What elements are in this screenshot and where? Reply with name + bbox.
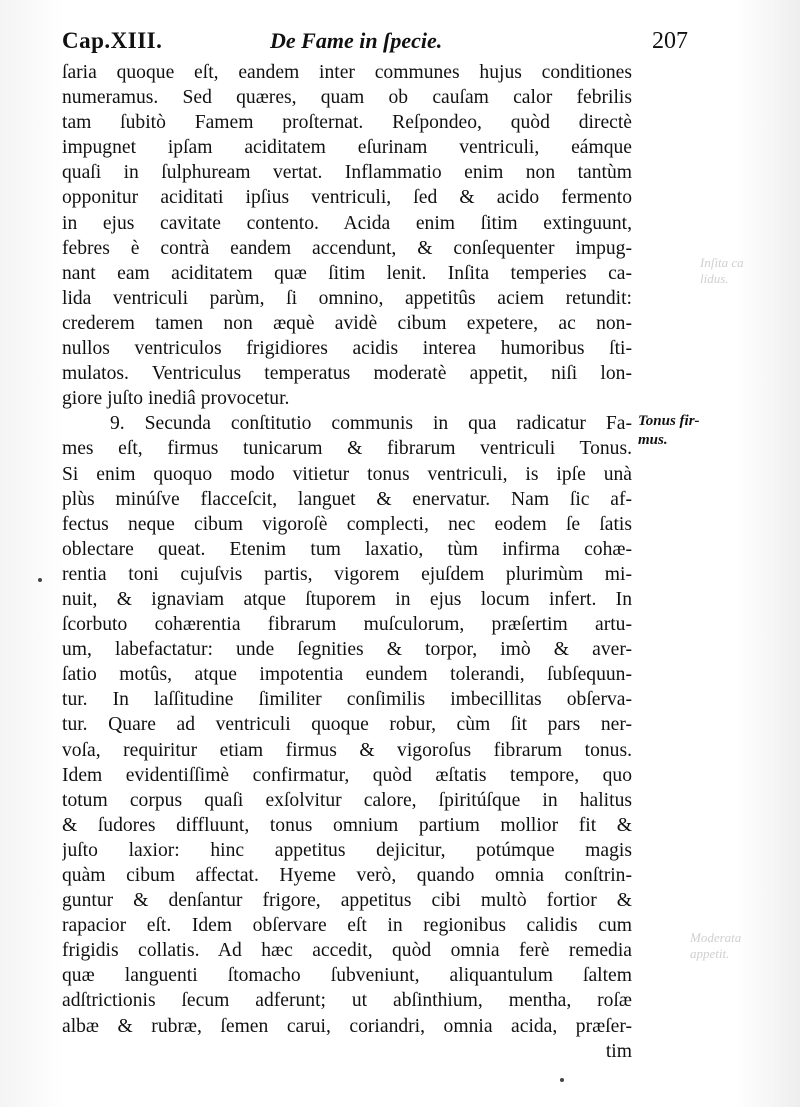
text-line: tur. Quare ad ventriculi quoque robur, cùm ſit pars ner- xyxy=(62,714,632,736)
text-line: tur. In laſſitudine ſimiliter conſimilis imbecillitas obſerva- xyxy=(62,689,632,711)
text-line: fectus neque cibum vigoroſè complecti, nec eodem ſe ſatis xyxy=(62,513,632,535)
text-line: giore juſto inediâ provocetur. xyxy=(62,388,290,410)
text-line: quàm cibum affectat. Hyeme verò, quando omnia conſtrin- xyxy=(62,865,632,886)
margin-note-line: Tonus fir- xyxy=(638,413,700,429)
chapter-heading: Cap.XIII. xyxy=(62,28,163,53)
text-line: frigidis collatis. Ad hæc accedit, quòd omnia ferè remedia xyxy=(62,940,632,962)
bleed-through-note: Inſita ca lidus. xyxy=(700,255,744,286)
running-title: De Fame in ſpecie. xyxy=(270,28,443,53)
text-line: Si enim quoquo modo vitietur tonus ventriculi, is ipſe unà xyxy=(62,463,632,485)
margin-note xyxy=(638,412,758,450)
catchword: tim xyxy=(605,1040,632,1062)
text-line: & ſudores diffluunt, tonus omnium partium mollior fit & xyxy=(62,814,632,836)
text-line: rentia toni cujuſvis partis, vigorem ejuſdem plurimùm mi- xyxy=(62,563,632,585)
text-line: crederem tamen non æquè avidè cibum expetere, ac non- xyxy=(62,312,632,334)
text-line: ſaria quoque eſt, eandem inter communes hujus conditiones xyxy=(62,62,632,83)
text-line: Idem evidentiſſimè confirmatur, quòd æſtatis tempore, quo xyxy=(62,764,632,786)
text-line: mes eſt, firmus tunicarum & fibrarum ventriculi Tonus. xyxy=(62,438,632,460)
text-line: guntur & denſantur frigore, appetitus cibi multò fortior & xyxy=(62,890,632,912)
body-text xyxy=(62,60,632,1064)
text-line: lida ventriculi parùm, ſi omnino, appetitûs aciem retundit: xyxy=(62,287,632,309)
text-line: ſatio motûs, atque impotentia eundem tolerandi, ſubſequun- xyxy=(62,664,632,686)
page-number: 207 xyxy=(652,28,688,54)
paragraph-start-line: 9. Secunda conſtitutio communis in qua radicatur Fa- xyxy=(110,413,632,435)
text-line: totum corpus quaſi exſolvitur calore, ſpiritúſque in halitus xyxy=(62,789,632,811)
text-line: adſtrictionis ſecum adferunt; ut abſinthium, mentha, roſæ xyxy=(62,990,632,1012)
text-line: oblectare queat. Etenim tum laxatio, tùm infirma cohæ- xyxy=(62,538,632,560)
text-line: rapacior eſt. Idem obſervare eſt in regionibus calidis cum xyxy=(62,915,632,937)
text-line: mulatos. Ventriculus temperatus moderatè appetit, niſi lon- xyxy=(62,363,632,385)
text-line: opponitur aciditati ipſius ventriculi, ſed & acido fermento xyxy=(62,187,632,209)
text-line: in ejus cavitate contento. Acida enim ſitim extinguunt, xyxy=(62,212,632,234)
text-line: voſa, requiritur etiam firmus & vigoroſus fibrarum tonus. xyxy=(62,739,632,761)
text-line: febres è contrà eandem accendunt, & conſequenter impug- xyxy=(62,237,632,259)
text-line: um, labefactatur: unde ſegnities & torpor, imò & aver- xyxy=(62,639,632,661)
text-line: nant eam aciditatem quæ ſitim lenit. Inſita temperies ca- xyxy=(62,262,632,284)
text-line: impugnet ipſam aciditatem eſurinam ventriculi, eámque xyxy=(62,137,632,159)
text-line: numeramus. Sed quæres, quam ob cauſam calor febrilis xyxy=(62,87,632,109)
margin-note-line: mus. xyxy=(638,432,668,448)
text-line: nuit, & ignaviam atque ſtuporem in ejus locum infert. In xyxy=(62,588,632,610)
text-line: juſto laxior: hinc appetitus dejicitur, potúmque magis xyxy=(62,839,632,861)
ink-speck xyxy=(38,578,42,582)
text-line: plùs minúſve flacceſcit, languet & enervatur. Nam ſic af- xyxy=(62,488,632,510)
text-line: albæ & rubræ, ſemen carui, coriandri, omnia acida, præſer- xyxy=(62,1015,632,1037)
text-line: ſcorbuto cohærentia fibrarum muſculorum, præſertim artu- xyxy=(62,614,632,636)
ink-speck xyxy=(560,1078,564,1082)
text-line: tam ſubitò Famem proſternat. Reſpondeo, quòd directè xyxy=(62,112,632,134)
text-line: quæ languenti ſtomacho ſubveniunt, aliquantulum ſaltem xyxy=(62,965,632,987)
text-line: quaſi in ſulphuream vertat. Inflammatio enim non tantùm xyxy=(62,162,632,184)
bleed-through-note: Moderata appetit. xyxy=(690,930,742,961)
text-line: nullos ventriculos frigidiores acidis interea humoribus ſti- xyxy=(62,338,632,360)
page-header xyxy=(0,22,800,58)
